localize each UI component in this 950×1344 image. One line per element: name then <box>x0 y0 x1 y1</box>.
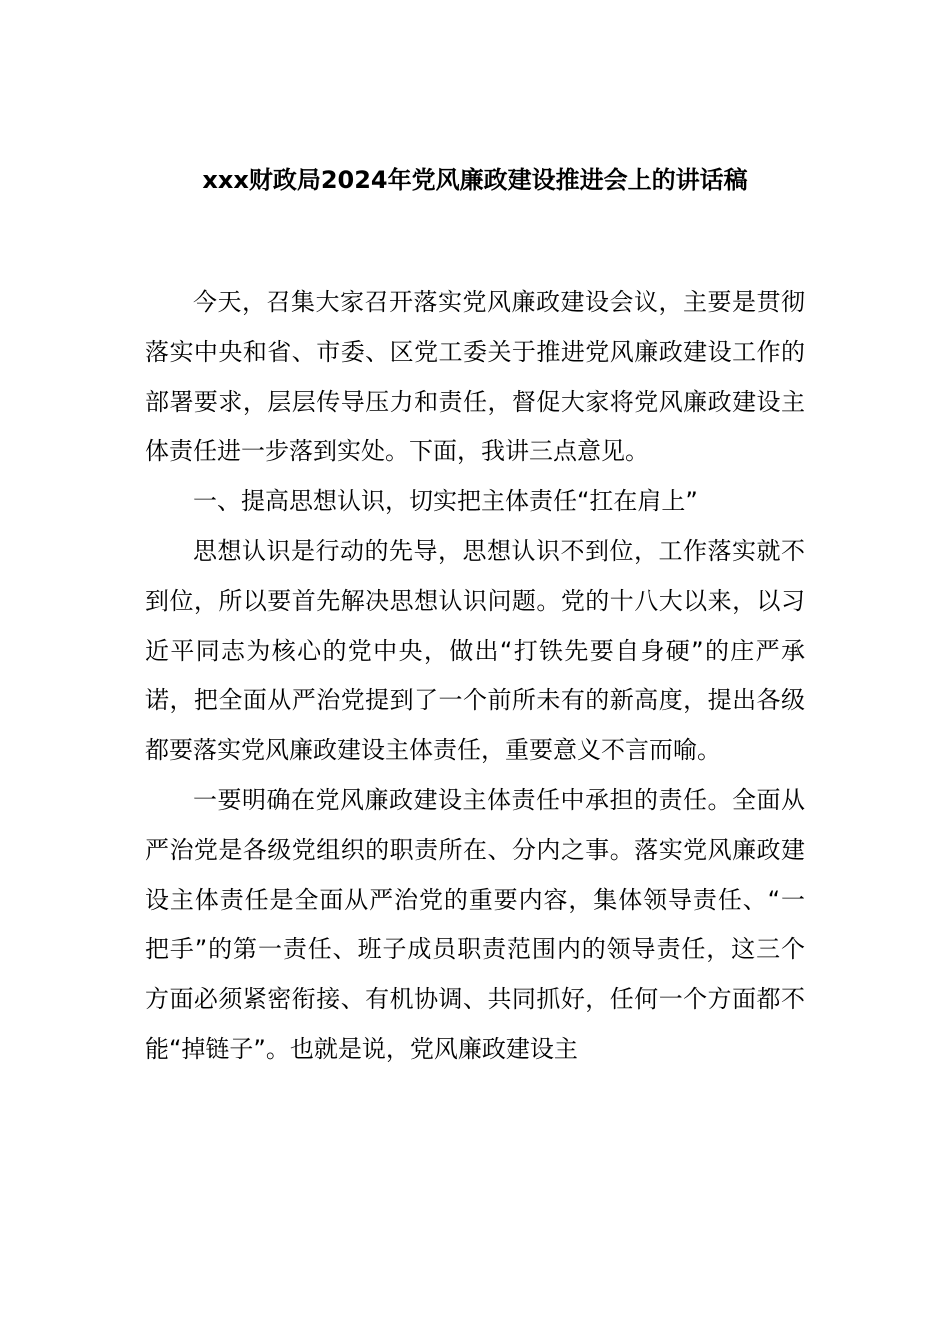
section-heading-1: 一、提高思想认识，切实把主体责任“扛在肩上” <box>193 487 698 516</box>
document-body <box>145 278 805 1075</box>
paragraph-responsibility: 一要明确在党风廉政建设主体责任中承担的责任。全面从严治党是各级党组织的职责所在、分内之事。落实党风廉政建设主体责任是全面从严治党的重要内容，集体领导责任、“一把手”的第一责任、班子成员职责范围内的领导责任，这三个方面必须紧密衔接、有机协调、共同抓好，任何一个方面都不能“掉链子”。也就是说，党风廉政建设主 <box>145 785 805 1063</box>
paragraph-opening: 今天，召集大家召开落实党风廉政建设会议，主要是贯彻落实中央和省、市委、区党工委关于推进党风廉政建设工作的部署要求，层层传导压力和责任，督促大家将党风廉政建设主体责任进一步落到实处。下面，我讲三点意见。 <box>145 288 805 466</box>
paragraph-ideology: 思想认识是行动的先导，思想认识不到位，工作落实就不到位，所以要首先解决思想认识问题。党的十八大以来，以习近平同志为核心的党中央，做出“打铁先要自身硬”的庄严承诺，把全面从严治党提到了一个前所未有的新高度，提出各级都要落实党风廉政建设主体责任，重要意义不言而喻。 <box>145 536 805 765</box>
document-title: xxx财政局2024年党风廉政建设推进会上的讲话稿 <box>202 166 748 194</box>
